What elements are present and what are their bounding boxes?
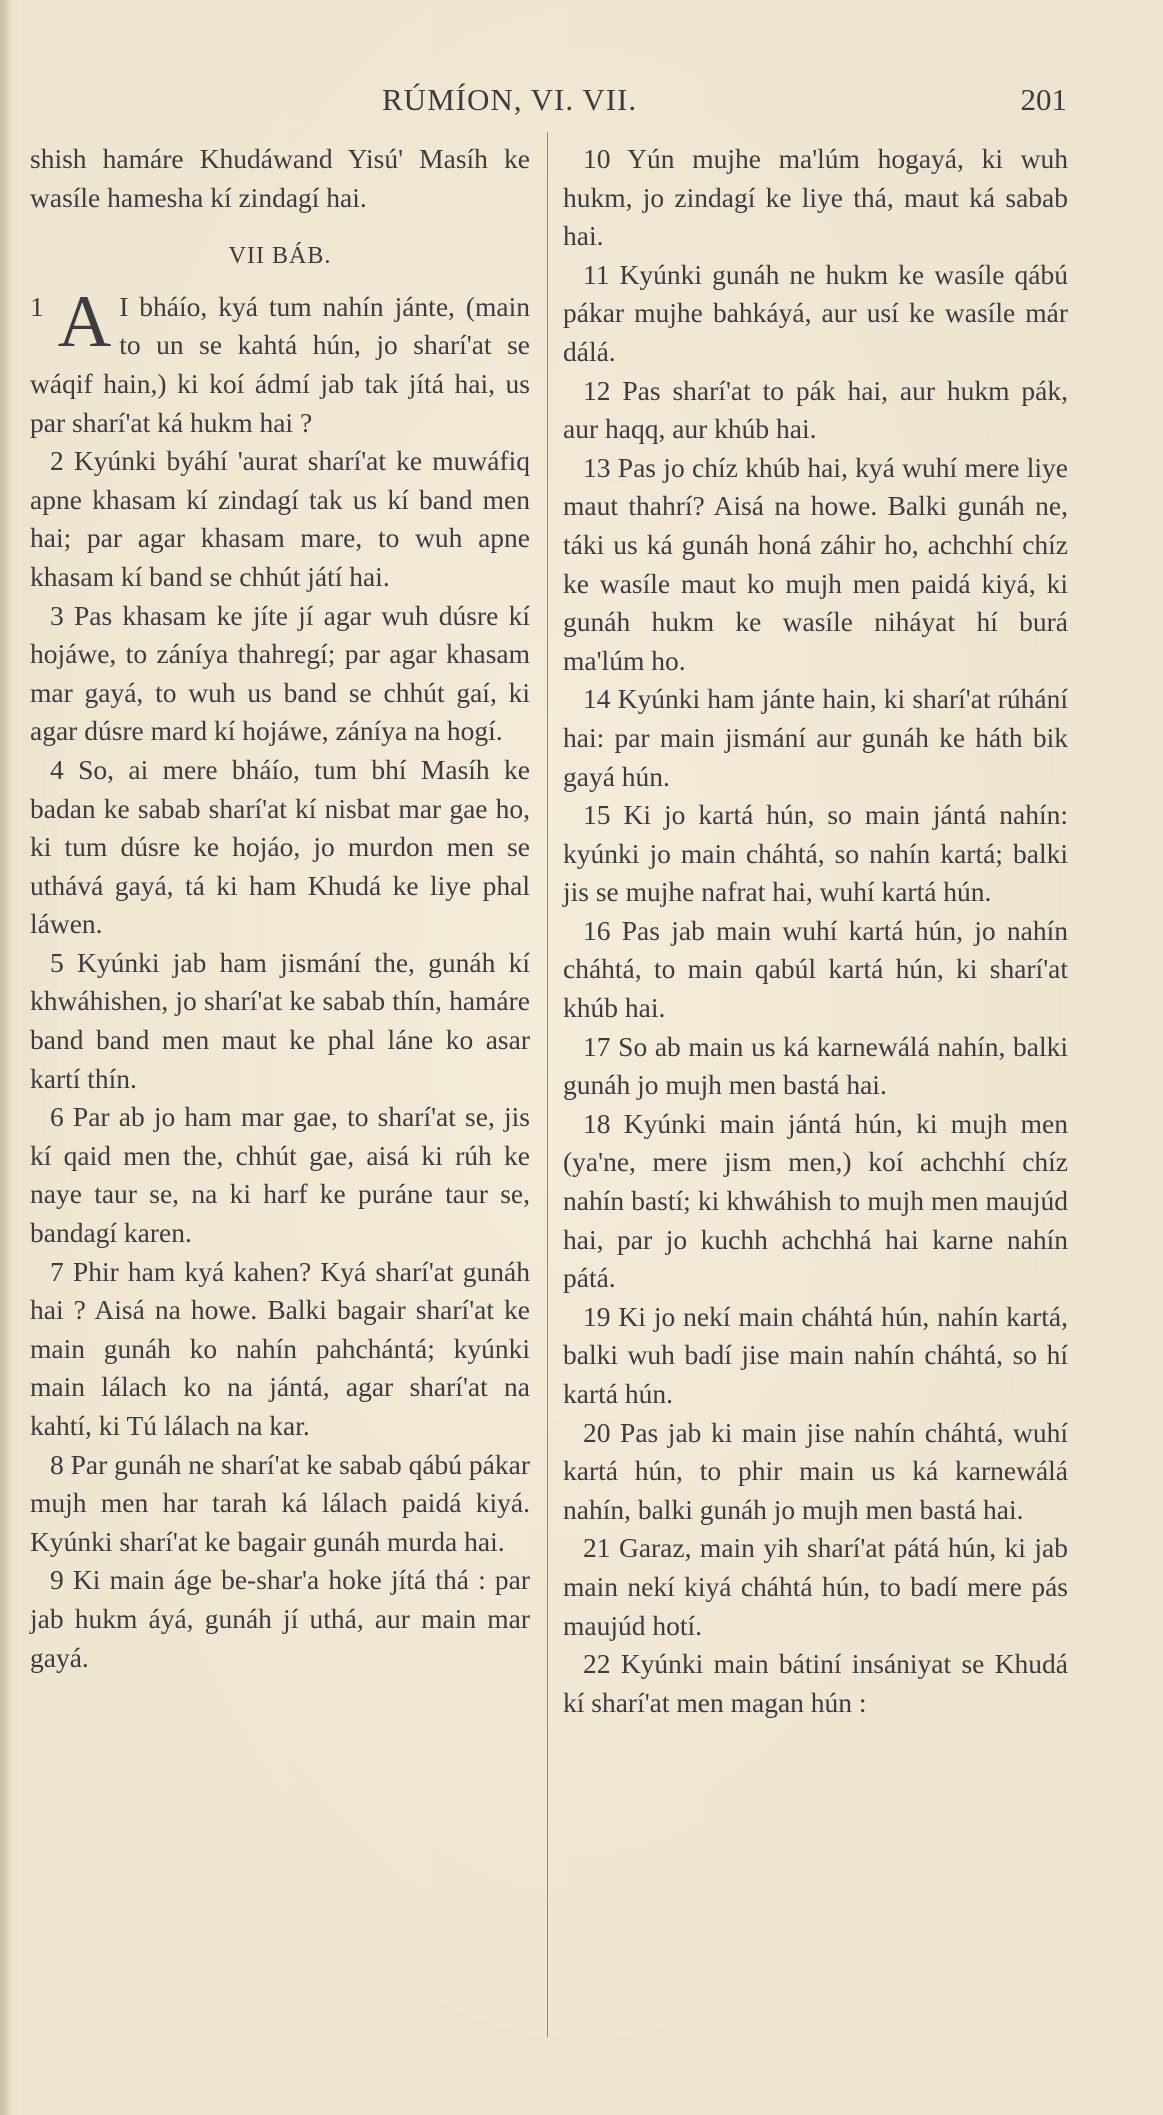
column-divider [547, 132, 548, 2037]
verse-7: 7 Phir ham kyá kahen? Kyá sharí'at gunáh hai ? Aisá na howe. Balki bagair sharí'at ke main gunáh ko nahín pahchántá; kyúnki main lálach ko na jántá, agar sharí'at na kahtí, ki Tú lálach na kar. [30, 1255, 530, 1441]
verse-13: 13 Pas jo chíz khúb hai, kyá wuhí mere liye maut thahrí? Aisá na howe. Balki gunáh ne, táki us ká gunáh honá záhir ho, achchhí chíz ke wasíle maut ko mujh men paidá kiyá, ki gunáh hukm ke wasíle niháyat hí burá ma'lúm ho. [563, 451, 1068, 676]
verse-2: 2 Kyúnki byáhí 'aurat sharí'at ke muwáfiq apne khasam kí zindagí tak us kí band men hai; par agar khasam mare, to wuh apne khasam kí band se chhút játí hai. [30, 445, 530, 592]
verse-21: 21 Garaz, main yih sharí'at pátá hún, ki jab main nekí kiyá cháhtá hún, to badí mere pás maujúd hotí. [563, 1532, 1068, 1641]
verse-15: 15 Ki jo kartá hún, so main jántá nahín: kyúnki jo main cháhtá, so nahín kartá; balki jis se mujhe nafrat hai, wuhí kartá hún. [563, 799, 1068, 908]
verse-22: 22 Kyúnki main bátiní insániyat se Khudá kí sharí'at men magan hún : [563, 1648, 1068, 1718]
running-title: RÚMÍON, VI. VII. [382, 82, 638, 117]
verse-1 [30, 280, 530, 442]
verse-18: 18 Kyúnki main jántá hún, ki mujh men (ya'ne, mere jism men,) koí achchhí chíz nahín bastí; ki khwáhish to mujh men maujúd hai, par jo kuchh achchhá hai karne nahín pátá. [563, 1107, 1068, 1294]
verse-5: 5 Kyúnki jab ham jismání the, gunáh kí khwáhishen, jo sharí'at ke sabab thín, hamáre band band men maut ke phal láne ko asar kartí thín. [30, 946, 530, 1094]
verse-number: 1 [30, 290, 44, 322]
verse-8: 8 Par gunáh ne sharí'at ke sabab qábú pákar mujh men har tarah ká lálach paidá kiyá. Kyúnki sharí'at ke bagair gunáh murda hai. [30, 1448, 530, 1557]
verse-4: 4 So, ai mere bháío, tum bhí Masíh ke badan ke sabab sharí'at kí nisbat mar gae ho, ki tum dúsre ke hojáo, jo murdon men se uthává gayá, tá ki ham Khudá ke liye phal láwen. [30, 753, 530, 940]
verse-6: 6 Par ab jo ham mar gae, to sharí'at se, jis kí qaid men the, chhút gae, aisá ki rúh ke naye taur se, na ki harf ke puráne taur se, bandagí karen. [30, 1101, 530, 1249]
page-number: 201 [1020, 82, 1067, 117]
verse-16: 16 Pas jab main wuhí kartá hún, jo nahín cháhtá, to main qabúl kartá hún, ki sharí'at khúb hai. [563, 914, 1068, 1024]
verse-10: 10 Yún mujhe ma'lúm hogayá, ki wuh hukm, jo zindagí ke liye thá, maut ká sabab hai. [563, 143, 1068, 252]
verse-9: 9 Ki main áge be-shar'a hoke jítá thá : par jab hukm áyá, gunáh jí uthá, aur main mar gayá. [30, 1564, 530, 1673]
right-column [563, 140, 1068, 1722]
chapter-heading: VII BÁB. [228, 243, 332, 270]
verse-20: 20 Pas jab ki main jise nahín cháhtá, wuhí kartá hún, to phir main us ká karnewálá nahín, balki gunáh jo mujh men bastá hai. [563, 1416, 1068, 1525]
continuation-text: shish hamáre Khudáwand Yisú' Masíh ke wasíle hamesha kí zindagí hai. [30, 143, 530, 213]
verse-17: 17 So ab main us ká karnewálá nahín, balki gunáh jo mujh men bastá hai. [563, 1030, 1068, 1101]
verse-3: 3 Pas khasam ke jíte jí agar wuh dúsre kí hojáwe, to záníya thahregí; par agar khasam mar gayá, to wuh us band se chhút gaí, ki agar dúsre mard kí hojáwe, záníya na hogí. [30, 599, 530, 747]
verse-11: 11 Kyúnki gunáh ne hukm ke wasíle qábú pákar mujhe bahkáyá, aur usí ke wasíle már dálá. [563, 258, 1068, 367]
drop-cap: A [57, 280, 112, 363]
running-head [0, 82, 1163, 132]
left-column [30, 140, 530, 1677]
verse-12: 12 Pas sharí'at to pák hai, aur hukm pák, aur haqq, aur khúb hai. [563, 374, 1068, 445]
verse-text: I bháío, kyá tum nahín jánte, (main to un se kahtá hún, jo sharí'at se wáqif hain,) ki koí ádmí jab tak jítá hai, us par sharí'at ká hukm hai ? [30, 290, 530, 438]
verse-14: 14 Kyúnki ham jánte hain, ki sharí'at rúhání hai: par main jismání aur gunáh ke háth bik gayá hún. [563, 683, 1068, 792]
verse-19: 19 Ki jo nekí main cháhtá hún, nahín kartá, balki wuh badí jise main nahín cháhtá, so hí kartá hún. [563, 1300, 1068, 1409]
page-edge-shadow [0, 0, 10, 2115]
